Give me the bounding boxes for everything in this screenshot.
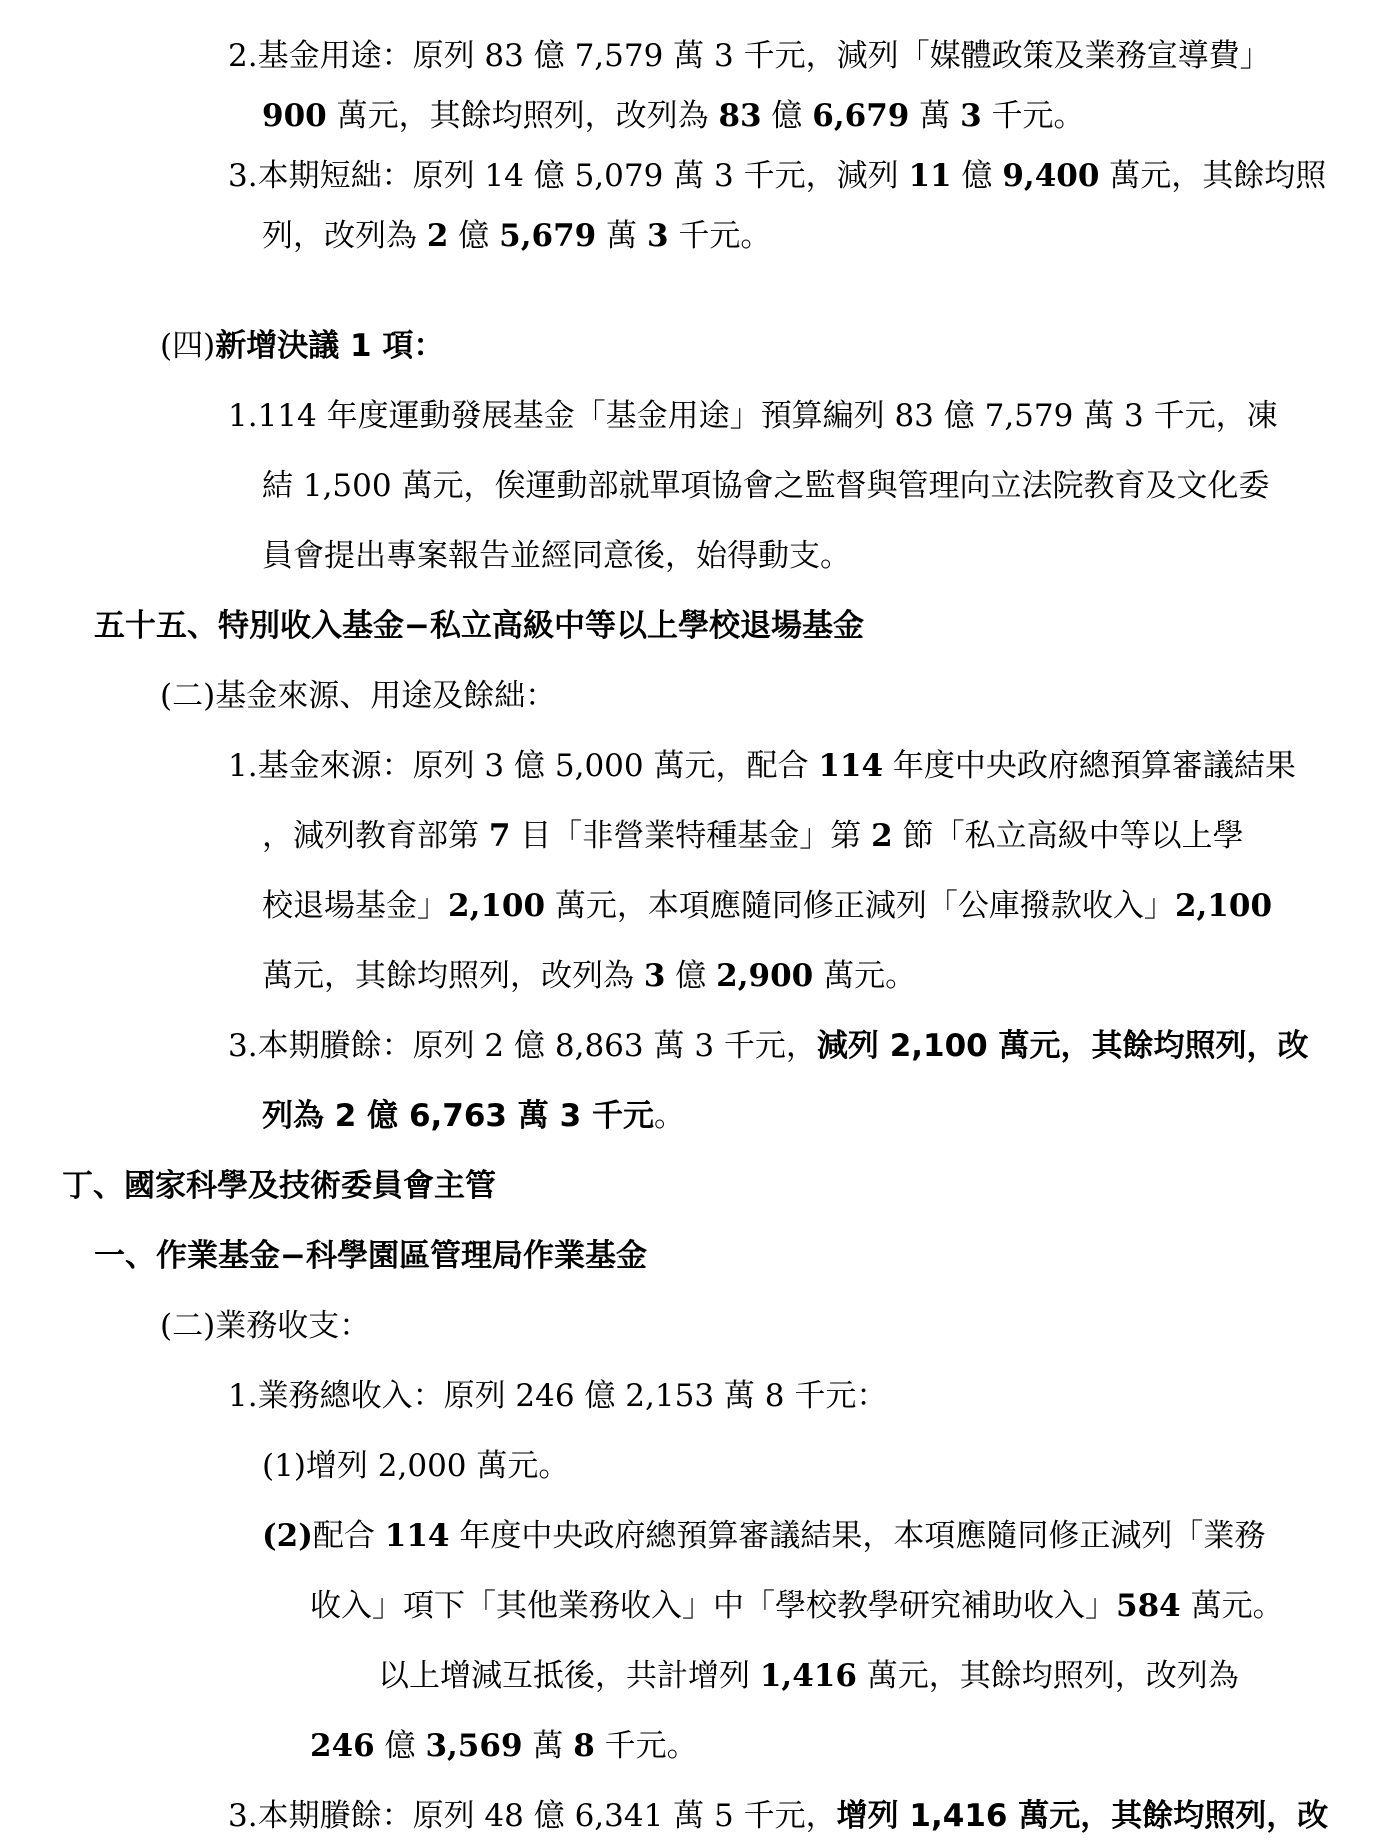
text-span: 2.基金用途：原列 83 億 7,579 萬 3 千元，減列「媒體政策及業務宣導費」 — [228, 38, 1271, 74]
paragraph-short-deficit-line2 — [262, 216, 771, 256]
bold-number: 6,679 — [812, 98, 910, 134]
fund-source-line4 — [262, 956, 916, 996]
bold-number: 9,400 — [1002, 158, 1100, 194]
bold-number: 584 — [1116, 1588, 1181, 1624]
section-d-subtitle: 一、作業基金−科學園區管理局作業基金 — [94, 1238, 647, 1274]
text-span: 年度中央政府總預算審議結果，本項應隨同修正減列「業務 — [449, 1518, 1266, 1554]
text-span: ，減列教育部第 — [262, 818, 489, 854]
surplus-d-line1 — [228, 1796, 1328, 1836]
text-span: 目「非營業特種基金」第 — [510, 818, 872, 854]
resolution-heading — [160, 326, 444, 366]
bold-number: 5,679 — [499, 218, 597, 254]
text-span: 億 — [448, 218, 500, 254]
bold-number: 3 — [960, 98, 982, 134]
text-span: 億 — [374, 1728, 426, 1764]
section-55-subheading: (二)基金來源、用途及餘絀： — [160, 678, 557, 714]
text-span: 萬元，本項應隨同修正減列「公庫撥款收入」 — [545, 888, 1175, 924]
text-span: (四) — [160, 328, 216, 364]
text-span: 千元。 — [594, 1728, 698, 1764]
text-span: 1.114 年度運動發展基金「基金用途」預算編列 83 億 7,579 萬 3 千元，凍 — [228, 398, 1278, 434]
text-span: 列，改列為 — [262, 218, 427, 254]
fund-source-line2 — [262, 816, 1244, 856]
bold-text: 減列 2,100 萬元，其餘均照列，改 — [816, 1028, 1309, 1064]
text-span: 以上增減互抵後，共計增列 — [378, 1658, 760, 1694]
paragraph-fund-use-line1 — [228, 36, 1330, 76]
bold-text: 列為 2 億 6,763 萬 3 千元 — [262, 1098, 654, 1134]
bold-number: 900 — [262, 98, 327, 134]
text-span: 萬 — [522, 1728, 574, 1764]
text-span: 萬元，其餘均照 — [1099, 158, 1327, 194]
bold-number: 3,569 — [425, 1728, 523, 1764]
bold-number: 114 — [818, 748, 884, 784]
fund-source-line3 — [262, 886, 1272, 926]
text-span: 校退場基金」 — [262, 888, 448, 924]
bold-number: 83 — [718, 98, 762, 134]
text-span: 1.基金來源：原列 3 億 5,000 萬元，配合 — [228, 748, 819, 784]
bold-text: 增列 1,416 萬元，其餘均照列，改 — [836, 1798, 1329, 1834]
resolution-item-line3 — [262, 536, 851, 576]
bold-number: 11 — [908, 158, 952, 194]
text-span: 年度中央政府總預算審議結果 — [883, 748, 1296, 784]
bold-number: 114 — [384, 1518, 450, 1554]
text-span: 萬元，其餘均照列，改列為 — [326, 98, 719, 134]
bold-number: 1,416 — [759, 1658, 857, 1694]
text-span: 配合 — [312, 1518, 385, 1554]
surplus-line2 — [262, 1096, 685, 1136]
text-span: 萬 — [909, 98, 961, 134]
text-span: 收入」項下「其他業務收入」中「學校教學研究補助收入」 — [310, 1588, 1116, 1624]
text-span: 億 — [951, 158, 1003, 194]
bold-number: 2 — [426, 218, 449, 254]
text-span: 千元。 — [668, 218, 772, 254]
bold-number: 2,100 — [448, 888, 546, 924]
bold-number: 2 — [871, 818, 893, 854]
text-span: 千元。 — [981, 98, 1085, 134]
surplus-line1 — [228, 1026, 1309, 1066]
bold-number: 2,100 — [1174, 888, 1273, 924]
paragraph-fund-use-line2 — [262, 96, 1085, 136]
text-span: 萬元。 — [1180, 1588, 1284, 1624]
text-span: 億 — [761, 98, 813, 134]
bold-number: 7 — [488, 818, 511, 854]
bold-number: 246 — [310, 1728, 375, 1764]
text-span: 萬元，其餘均照列，改列為 — [262, 958, 644, 994]
text-span: 萬元，其餘均照列，改列為 — [856, 1658, 1239, 1694]
resolution-item-line2 — [262, 466, 1269, 506]
text-span: 萬 — [596, 218, 647, 254]
bold-number: 3 — [643, 958, 666, 994]
bold-number: 2,900 — [716, 958, 814, 994]
resolution-item-line1 — [228, 396, 1278, 436]
summary-line1 — [378, 1656, 1239, 1696]
business-income-point2-line1 — [262, 1516, 1265, 1556]
business-income-point1: (1)增列 2,000 萬元。 — [262, 1448, 570, 1484]
text-span: 節「私立高級中等以上學 — [892, 818, 1244, 854]
summary-line2 — [310, 1726, 698, 1766]
section-55-title: 五十五、特別收入基金−私立高級中等以上學校退場基金 — [94, 608, 864, 644]
bold-number: (2) — [262, 1518, 313, 1554]
text-span: 員會提出專案報告並經同意後，始得動支。 — [262, 538, 851, 574]
bold-number: 3 — [646, 218, 669, 254]
paragraph-short-deficit-line1 — [228, 156, 1326, 196]
text-span: 。 — [653, 1098, 685, 1134]
text-span: 3.本期賸餘：原列 48 億 6,341 萬 5 千元， — [228, 1798, 837, 1834]
fund-source-line1 — [228, 746, 1296, 786]
business-income-line1: 1.業務總收入：原列 246 億 2,153 萬 8 千元： — [228, 1378, 888, 1414]
section-d-subheading: (二)業務收支： — [160, 1308, 371, 1344]
bold-number: 8 — [573, 1728, 595, 1764]
text-span: 3.本期短絀：原列 14 億 5,079 萬 3 千元，減列 — [228, 158, 909, 194]
business-income-point2-line2 — [310, 1586, 1284, 1626]
text-span: 結 1,500 萬元，俟運動部就單項協會之監督與管理向立法院教育及文化委 — [262, 468, 1270, 504]
bold-heading-text: 新增決議 1 項： — [215, 328, 445, 364]
text-span: 萬元。 — [813, 958, 917, 994]
text-span: 3.本期賸餘：原列 2 億 8,863 萬 3 千元， — [228, 1028, 817, 1064]
section-d-title: 丁、國家科學及技術委員會主管 — [62, 1168, 496, 1204]
text-span: 億 — [665, 958, 717, 994]
